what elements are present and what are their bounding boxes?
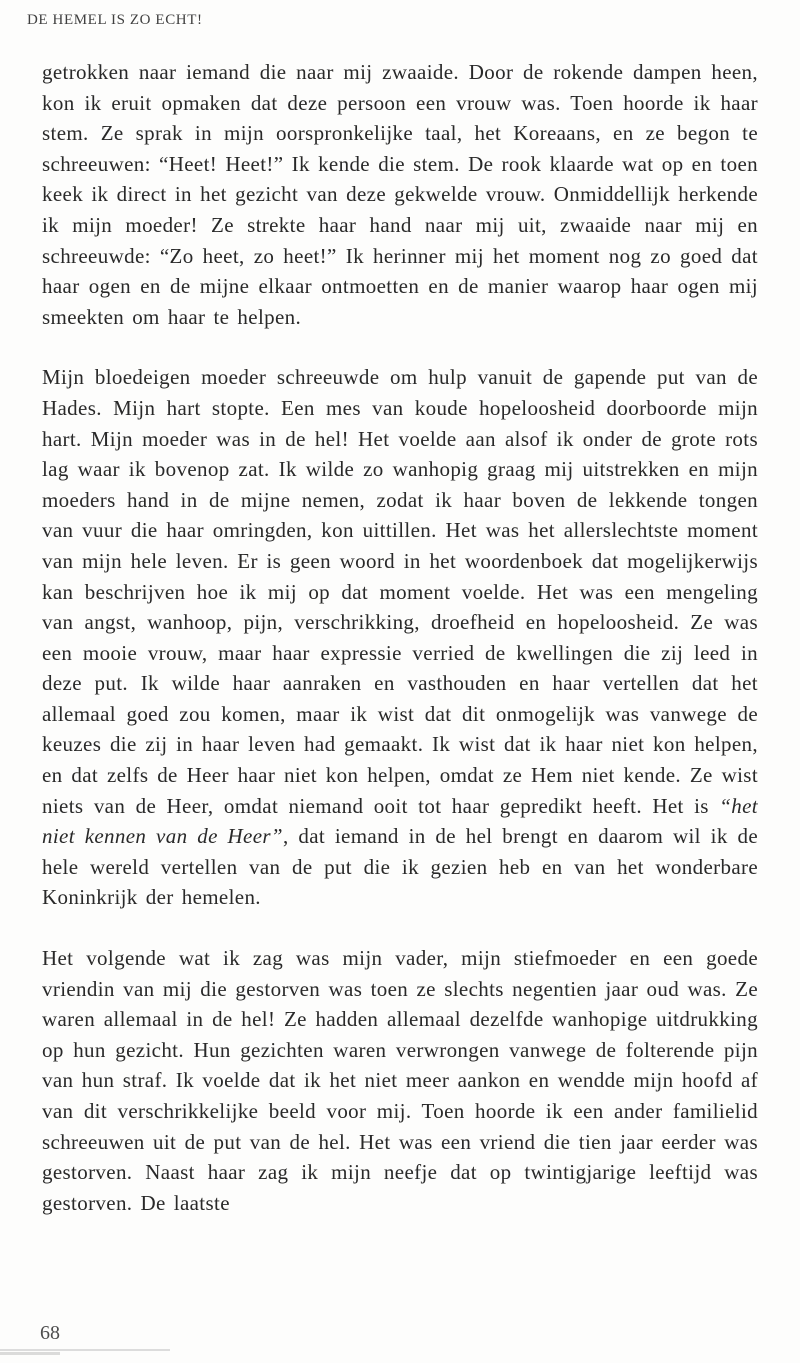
scan-artifact-line — [0, 1349, 170, 1351]
emphasized-quote: “het niet kennen van de Heer” — [42, 793, 758, 849]
paragraph-hell-pit — [42, 362, 758, 913]
page-number: 68 — [40, 1322, 60, 1344]
paragraph-text-after-quote: , dat iemand in de hel brengt en daarom wil ik de hele wereld vertellen van de put die ik gezien heb en van het wonderbare Koninkrijk der hemelen. — [42, 824, 758, 910]
paragraph-family-in-hell: Het volgende wat ik zag was mijn vader, mijn stiefmoeder en een goede vriendin van mij die gestorven was toen ze slechts negentien jaar oud was. Ze waren allemaal in de hel! Ze hadden allemaal dezelfde wanhopige uitdrukking op hun gezicht. Hun gezichten waren verwrongen vanwege de folterende pijn van hun straf. Ik voelde dat ik het niet meer aankon en wendde mijn hoofd af van dit verschrikkelijke beeld voor mij. Toen hoorde ik een ander familielid schreeuwen uit de put van de hel. Het was een vriend die tien jaar eerder was gestorven. Naast haar zag ik mijn neefje dat op twintigjarige leeftijd was gestorven. De laatste — [42, 946, 758, 1215]
running-header-title: DE HEMEL IS ZO ECHT! — [27, 12, 203, 28]
scan-artifact-smudge — [0, 1352, 60, 1355]
paragraph-text-before-quote: Mijn bloedeigen moeder schreeuwde om hulp vanuit de gapende put van de Hades. Mijn hart stopte. Een mes van koude hopeloosheid doorboorde mijn hart. Mijn moeder was in de hel! Het voelde aan alsof ik onder de grote rots lag waar ik bovenop zat. Ik wilde zo wanhopig graag mij uitstrekken en mijn moeders hand in de mijne nemen, zodat ik haar boven de lekkende tongen van vuur die haar omringden, kon uittillen. Het was het allerslechtste moment van mijn hele leven. Er is geen woord in het woordenboek dat mogelijkerwijs kan beschrijven hoe ik mij op dat moment voelde. Het was een mengeling van angst, wanhoop, pijn, verschrikking, droefheid en hopeloosheid. Ze was een mooie vrouw, maar haar expressie verried de kwellingen die zij leed in deze put. Ik wilde haar aanraken en vasthouden en haar vertellen dat het allemaal goed zou komen, maar ik wist dat dit onmogelijk was vanwege de keuzes die zij in haar leven had gemaakt. Ik wist dat ik haar niet kon helpen, en dat zelfs de Heer haar niet kon helpen, omdat ze Hem niet kende. Ze wist niets van de Heer, omdat niemand ooit tot haar gepredikt heeft. Het is — [42, 365, 758, 818]
paragraph-continuation: getrokken naar iemand die naar mij zwaaide. Door de rokende dampen heen, kon ik eruit opmaken dat deze persoon een vrouw was. Toen hoorde ik haar stem. Ze sprak in mijn oorspronkelijke taal, het Koreaans, en ze begon te schreeuwen: “Heet! Heet!” Ik kende die stem. De rook klaarde wat op en toen keek ik direct in het gezicht van deze gekwelde vrouw. Onmiddellijk herkende ik mijn moeder! Ze strekte haar hand naar mij uit, zwaaide naar mij en schreeuwde: “Zo heet, zo heet!” Ik herinner mij het moment nog zo goed dat haar ogen en de mijne elkaar ontmoetten en de manier waarop haar ogen mij smeekten om haar te helpen. — [42, 60, 758, 329]
page-body — [42, 57, 758, 1218]
